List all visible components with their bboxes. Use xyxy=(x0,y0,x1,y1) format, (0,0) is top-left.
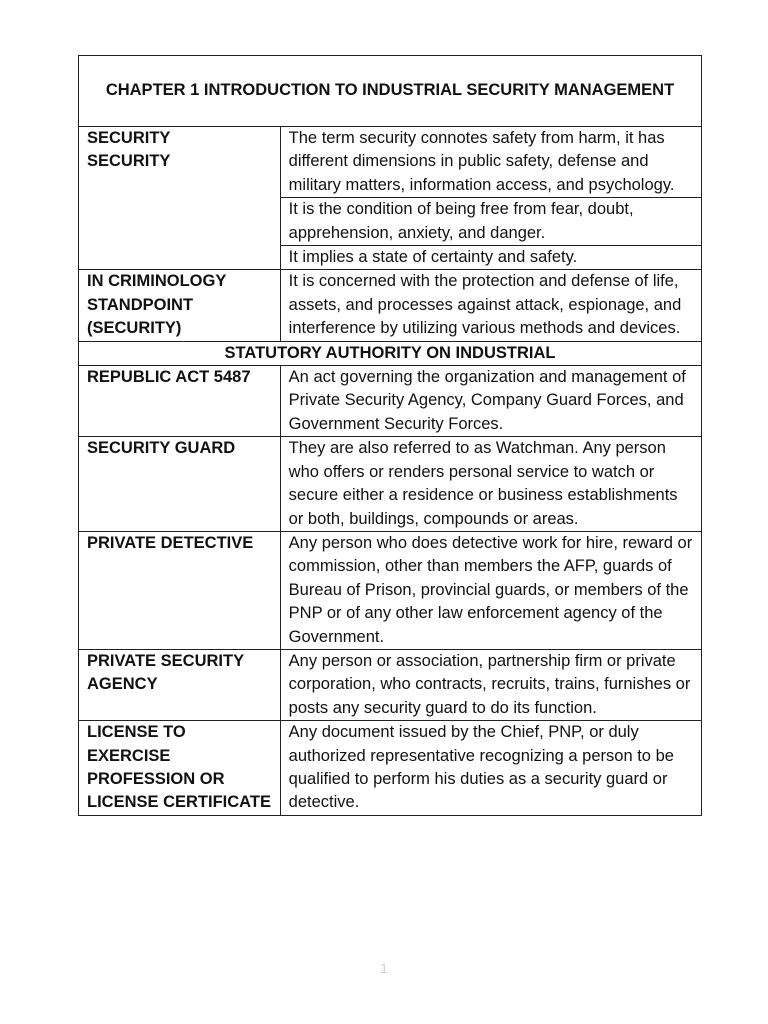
table-row xyxy=(79,437,702,532)
table-row xyxy=(79,649,702,720)
document-title: CHAPTER 1 INTRODUCTION TO INDUSTRIAL SECURITY MANAGEMENT xyxy=(79,56,702,127)
term-security: SECURITY SECURITY xyxy=(79,127,281,270)
definitions-table xyxy=(78,55,702,816)
table-row xyxy=(79,270,702,341)
term-security-guard: SECURITY GUARD xyxy=(79,437,281,532)
table-row xyxy=(79,721,702,816)
term-private-detective: PRIVATE DETECTIVE xyxy=(79,531,281,649)
section-row xyxy=(79,341,702,365)
definition-security-1: The term security connotes safety from harm, it has different dimensions in public safety, defense and military matters, information access, and psychology. xyxy=(280,127,701,198)
title-row xyxy=(79,56,702,127)
term-republic-act: REPUBLIC ACT 5487 xyxy=(79,366,281,437)
page-number: 1 xyxy=(380,960,388,976)
table-row xyxy=(79,127,702,198)
definition-criminology: It is concerned with the protection and defense of life, assets, and processes against attack, espionage, and interference by utilizing various methods and devices. xyxy=(280,270,701,341)
definition-security-2: It is the condition of being free from fear, doubt, apprehension, anxiety, and danger. xyxy=(280,198,701,246)
term-private-security-agency: PRIVATE SECURITY AGENCY xyxy=(79,649,281,720)
definition-private-security-agency: Any person or association, partnership firm or private corporation, who contracts, recruits, trains, furnishes or posts any security guard to do its function. xyxy=(280,649,701,720)
section-heading: STATUTORY AUTHORITY ON INDUSTRIAL xyxy=(79,341,702,365)
definition-security-guard: They are also referred to as Watchman. Any person who offers or renders personal service to watch or secure either a residence or business establishments or both, buildings, compounds or areas. xyxy=(280,437,701,532)
definition-license: Any document issued by the Chief, PNP, or duly authorized representative recognizing a person to be qualified to perform his duties as a security guard or detective. xyxy=(280,721,701,816)
term-criminology: IN CRIMINOLOGY STANDPOINT (SECURITY) xyxy=(79,270,281,341)
definition-private-detective: Any person who does detective work for hire, reward or commission, other than members the AFP, guards of Bureau of Prison, provincial guards, or members of the PNP or of any other law enforcement agency of the Government. xyxy=(280,531,701,649)
definition-security-3: It implies a state of certainty and safety. xyxy=(280,246,701,270)
definition-republic-act: An act governing the organization and management of Private Security Agency, Company Guard Forces, and Government Security Forces. xyxy=(280,366,701,437)
table-row xyxy=(79,531,702,649)
table-row xyxy=(79,366,702,437)
term-license: LICENSE TO EXERCISE PROFESSION OR LICENSE CERTIFICATE xyxy=(79,721,281,816)
